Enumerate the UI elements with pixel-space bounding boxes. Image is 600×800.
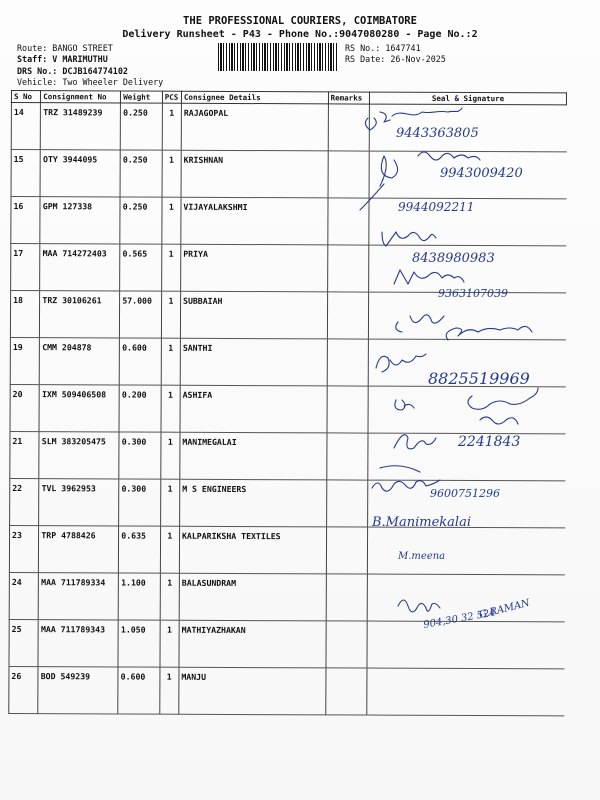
row-signature bbox=[367, 621, 564, 669]
row-remarks bbox=[326, 480, 368, 527]
row-weight: 1.100 bbox=[118, 573, 160, 620]
row-signature bbox=[369, 151, 566, 199]
sig-phone-22: 2241843 bbox=[458, 434, 521, 450]
col-signature: Seal & Signature bbox=[370, 92, 567, 105]
row-sno: 18 bbox=[10, 291, 40, 338]
row-remarks bbox=[327, 292, 369, 339]
sig-phone-15: 9943009420 bbox=[440, 166, 523, 181]
table-row bbox=[9, 572, 564, 621]
row-pcs: 1 bbox=[160, 479, 179, 526]
row-consignment: MAA 714272403 bbox=[40, 244, 120, 291]
row-signature bbox=[369, 292, 566, 340]
barcode bbox=[218, 43, 338, 71]
sig-name-25: M.meena bbox=[398, 551, 446, 562]
row-weight: 0.200 bbox=[119, 385, 161, 432]
row-consignee: SANTHI bbox=[180, 338, 327, 386]
consignment-table bbox=[8, 90, 567, 716]
row-pcs: 1 bbox=[160, 667, 179, 714]
runsheet-subtitle: Delivery Runsheet - P43 - Phone No.:9047080280 - Page No.:2 bbox=[122, 29, 478, 40]
row-signature bbox=[369, 104, 566, 152]
row-signature bbox=[368, 339, 565, 387]
row-consignment: TRZ 30106261 bbox=[40, 291, 120, 338]
row-consignee: SUBBAIAH bbox=[180, 291, 327, 339]
table-row bbox=[11, 103, 566, 152]
row-consignee: RAJAGOPAL bbox=[181, 103, 328, 151]
row-consignee: BALASUNDRAM bbox=[179, 573, 326, 621]
drs-text: DRS No.: DCJB164774102 bbox=[17, 66, 128, 76]
row-weight: 0.635 bbox=[119, 526, 161, 573]
table-row bbox=[10, 431, 565, 480]
row-sno: 20 bbox=[10, 384, 40, 431]
row-sno: 26 bbox=[9, 666, 39, 713]
sig-phone-16: 9944092211 bbox=[398, 200, 475, 214]
row-weight: 0.300 bbox=[119, 432, 161, 479]
row-sno: 16 bbox=[11, 197, 41, 244]
row-weight: 0.600 bbox=[118, 667, 160, 714]
row-consignee: KRISHNAN bbox=[181, 150, 328, 198]
route-text: Route: BANGO STREET bbox=[17, 43, 113, 53]
row-signature bbox=[368, 480, 565, 528]
rs-date: RS Date: 26-Nov-2025 bbox=[345, 54, 446, 64]
row-consignee: MANJU bbox=[179, 667, 326, 715]
row-consignment: BOD 549239 bbox=[38, 667, 118, 714]
company-title: THE PROFESSIONAL COURIERS, COIMBATORE bbox=[183, 15, 417, 27]
row-consignment: MAA 711789334 bbox=[39, 573, 119, 620]
table-row bbox=[10, 384, 565, 433]
row-consignee: MANIMEGALAI bbox=[180, 432, 327, 480]
row-pcs: 1 bbox=[161, 291, 180, 338]
row-remarks bbox=[326, 527, 368, 574]
row-weight: 0.565 bbox=[120, 244, 162, 291]
row-sno: 14 bbox=[11, 103, 41, 150]
row-pcs: 1 bbox=[161, 244, 180, 291]
row-weight: 1.050 bbox=[118, 620, 160, 667]
row-pcs: 1 bbox=[162, 103, 181, 150]
row-remarks bbox=[326, 574, 368, 621]
table-row bbox=[9, 666, 564, 715]
row-consignment: MAA 711789343 bbox=[38, 620, 118, 667]
row-weight: 0.250 bbox=[120, 150, 162, 197]
row-consignment: TVL 3962953 bbox=[39, 479, 119, 526]
row-weight: 0.250 bbox=[120, 197, 162, 244]
rs-number: RS No.: 1647741 bbox=[345, 43, 421, 53]
row-remarks bbox=[328, 151, 370, 198]
row-sno: 24 bbox=[9, 572, 39, 619]
sig-phone-14: 9443363805 bbox=[396, 126, 479, 141]
row-remarks bbox=[328, 104, 370, 151]
row-consignment: TRZ 31489239 bbox=[41, 103, 121, 150]
row-signature bbox=[368, 386, 565, 434]
row-remarks bbox=[326, 433, 368, 480]
col-pcs: PCS bbox=[162, 91, 181, 103]
table-row bbox=[11, 244, 566, 293]
table-row bbox=[9, 619, 564, 668]
row-remarks bbox=[327, 245, 369, 292]
sig-phone-18: 9363107039 bbox=[438, 287, 508, 300]
row-weight: 0.600 bbox=[119, 338, 161, 385]
row-signature bbox=[369, 198, 566, 246]
row-pcs: 1 bbox=[160, 620, 179, 667]
row-pcs: 1 bbox=[160, 573, 179, 620]
row-signature bbox=[368, 527, 565, 575]
row-remarks bbox=[326, 621, 368, 668]
row-consignment: TRP 4788426 bbox=[39, 526, 119, 573]
table-row bbox=[11, 197, 566, 246]
sig-phone-20: 8825519969 bbox=[428, 369, 530, 388]
row-remarks bbox=[325, 668, 367, 715]
row-consignee: PRIYA bbox=[181, 244, 328, 292]
row-sno: 22 bbox=[10, 478, 40, 525]
row-weight: 0.250 bbox=[120, 103, 162, 150]
table-row bbox=[11, 150, 566, 199]
row-pcs: 1 bbox=[161, 338, 180, 385]
row-consignment: CMM 204878 bbox=[40, 338, 120, 385]
row-signature bbox=[368, 433, 565, 481]
row-consignment: OTY 3944095 bbox=[40, 150, 120, 197]
row-sno: 15 bbox=[11, 150, 41, 197]
row-sno: 21 bbox=[10, 431, 40, 478]
sig-phone-23: 9600751296 bbox=[430, 487, 500, 500]
row-sno: 23 bbox=[9, 525, 39, 572]
row-remarks bbox=[327, 339, 369, 386]
row-consignment: SLM 383205475 bbox=[39, 432, 119, 479]
table-row bbox=[9, 525, 564, 574]
col-weight: Weight bbox=[121, 91, 163, 103]
vehicle-text: Vehicle: Two Wheeler Delivery bbox=[17, 77, 164, 87]
row-pcs: 1 bbox=[162, 197, 181, 244]
row-signature bbox=[367, 574, 564, 622]
row-signature bbox=[367, 668, 564, 716]
row-sno: 17 bbox=[11, 244, 41, 291]
table-row bbox=[10, 337, 565, 386]
row-consignee: VIJAYALAKSHMI bbox=[181, 197, 328, 245]
col-consignee: Consignee Details bbox=[181, 91, 328, 104]
row-remarks bbox=[327, 198, 369, 245]
col-sno: S No bbox=[11, 91, 40, 103]
row-weight: 57.000 bbox=[120, 291, 162, 338]
sig-name-24: B.Manimekalai bbox=[372, 515, 471, 530]
table-row bbox=[10, 478, 565, 527]
row-pcs: 1 bbox=[161, 385, 180, 432]
row-remarks bbox=[327, 386, 369, 433]
row-consignment: GPM 127338 bbox=[40, 197, 120, 244]
row-sno: 25 bbox=[9, 619, 39, 666]
row-consignment: IXM 509406508 bbox=[39, 385, 119, 432]
sig-phone-17: 8438980983 bbox=[412, 251, 495, 266]
table-row bbox=[10, 291, 565, 340]
col-remarks: Remarks bbox=[328, 92, 370, 104]
sig-name-26: G.RAMAN bbox=[478, 597, 531, 621]
row-pcs: 1 bbox=[160, 526, 179, 573]
sig-phone-26: 904,30 32 524 bbox=[422, 607, 497, 631]
row-sno: 19 bbox=[10, 337, 40, 384]
row-consignee: M S ENGINEERS bbox=[180, 479, 327, 527]
row-pcs: 1 bbox=[161, 432, 180, 479]
row-signature bbox=[369, 245, 566, 293]
staff-text: Staff: V MARIMUTHU bbox=[17, 54, 108, 64]
col-consignment: Consignment No bbox=[41, 91, 121, 103]
row-consignee: KALPARIKSHA TEXTILES bbox=[179, 526, 326, 574]
row-consignee: ASHIFA bbox=[180, 385, 327, 433]
row-consignee: MATHIYAZHAKAN bbox=[179, 620, 326, 668]
row-weight: 0.300 bbox=[119, 479, 161, 526]
row-pcs: 1 bbox=[162, 150, 181, 197]
